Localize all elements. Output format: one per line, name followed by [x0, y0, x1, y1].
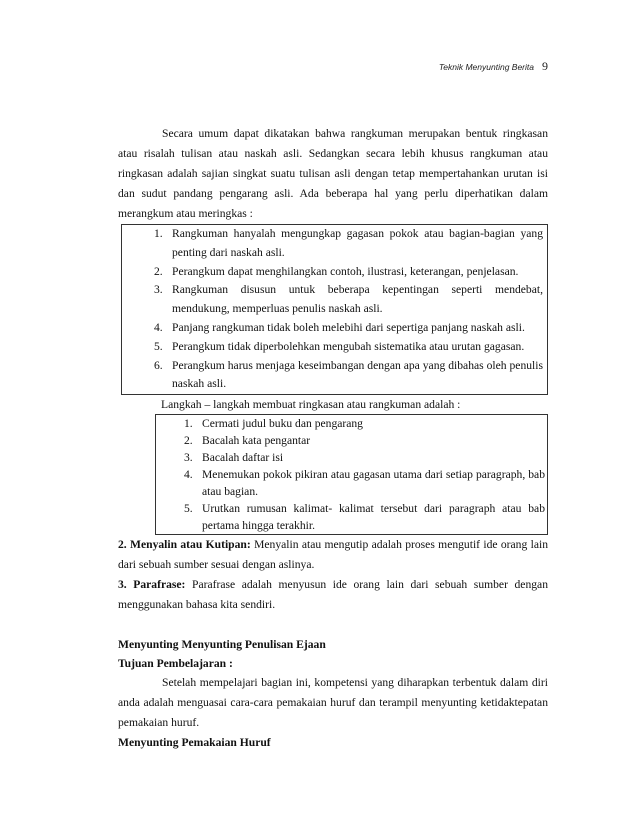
section-menyalin: [118, 535, 548, 575]
item-text: Rangkuman hanyalah mengungkap gagasan pokok atau bagian-bagian yang penting dari naskah asli.: [172, 227, 543, 259]
section-text: Parafrase adalah menyusun ide orang lain dari sebuah sumber dengan menggunakan bahasa kita sendiri.: [118, 578, 548, 612]
item-number: 4.: [184, 468, 193, 482]
section-label: 3. Parafrase:: [118, 578, 186, 592]
item-number: 5.: [184, 502, 193, 516]
section-parafrase: [118, 575, 548, 615]
section-label: 2. Menyalin atau Kutipan:: [118, 538, 251, 552]
list-item: [184, 466, 545, 500]
tujuan-paragraph: Setelah mempelajari bagian ini, kompetensi yang diharapkan terbentuk dalam diri anda adalah menguasai cara-cara pemakaian huruf dan terampil menyunting ketidaktepatan pemakaian huruf.: [118, 676, 548, 730]
item-text: Perangkum tidak diperbolehkan mengubah sistematika atau urutan gagasan.: [172, 339, 525, 353]
list-item: [154, 319, 543, 338]
item-number: 1.: [154, 227, 163, 240]
list-item: [154, 225, 543, 263]
running-title: Teknik Menyunting Berita: [438, 62, 534, 72]
section-text: Menyalin atau mengutip adalah proses mengutif ide orang lain dari sebuah sumber sesuai dengan aslinya.: [118, 538, 548, 572]
item-text: Bacalah kata pengantar: [202, 434, 311, 448]
rules-box: [121, 224, 548, 395]
heading-huruf: Menyunting Pemakaian Huruf: [118, 736, 271, 750]
item-text: Bacalah daftar isi: [202, 451, 284, 465]
rules-list: [154, 225, 543, 394]
intro-paragraph: Secara umum dapat dikatakan bahwa rangkuman merupakan bentuk ringkasan atau risalah tulisan atau naskah asli. Sedangkan secara lebih khusus rangkuman atau ringkasan adalah sajian singkat suatu tulisan asli dengan tetap mempertahankan urutan isi dan sudut pandang pengarang asli. Ada beberapa hal yang perlu diperhatikan dalam merangkum atau meringkas :: [118, 127, 548, 220]
page-header: [439, 59, 548, 74]
item-text: Perangkum harus menjaga keseimbangan dengan apa yang dibahas oleh penulis naskah asli.: [172, 358, 543, 391]
item-text: Perangkum dapat menghilangkan contoh, ilustrasi, keterangan, penjelasan.: [172, 264, 519, 278]
item-text: Cermati judul buku dan pengarang: [202, 417, 363, 431]
item-text: Rangkuman disusun untuk beberapa kepentingan seperti mendebat, mendukung, memperluas penulis naskah asli.: [172, 283, 543, 316]
item-number: 2.: [154, 264, 163, 278]
item-number: 4.: [154, 320, 163, 334]
item-number: 2.: [184, 434, 193, 448]
page-number: 9: [542, 59, 548, 73]
item-text: Urutkan rumusan kalimat- kalimat tersebut dari paragraph atau bab pertama hingga terakhir.: [202, 502, 545, 533]
list-item: [184, 449, 545, 466]
page-body: [118, 124, 548, 752]
list-item: [154, 281, 543, 319]
heading-tujuan: Tujuan Pembelajaran :: [118, 657, 233, 671]
list-item: [184, 432, 545, 449]
list-item: [184, 415, 545, 432]
list-item: [154, 338, 543, 357]
list-item: [184, 500, 545, 534]
spacer: [118, 615, 548, 635]
item-number: 3.: [184, 451, 193, 465]
steps-intro: Langkah – langkah membuat ringkasan atau rangkuman adalah :: [161, 398, 461, 412]
item-number: 5.: [154, 339, 163, 353]
list-item: [154, 357, 543, 395]
item-number: 3.: [154, 283, 163, 297]
list-item: [154, 263, 543, 282]
steps-list: [184, 415, 545, 534]
item-number: 1.: [184, 417, 193, 431]
item-text: Menemukan pokok pikiran atau gagasan utama dari setiap paragraph, bab atau bagian.: [202, 468, 545, 499]
steps-box: [155, 414, 548, 535]
item-text: Panjang rangkuman tidak boleh melebihi dari sepertiga panjang naskah asli.: [172, 320, 525, 334]
item-number: 6.: [154, 358, 163, 372]
heading-ejaan: Menyunting Menyunting Penulisan Ejaan: [118, 638, 326, 652]
